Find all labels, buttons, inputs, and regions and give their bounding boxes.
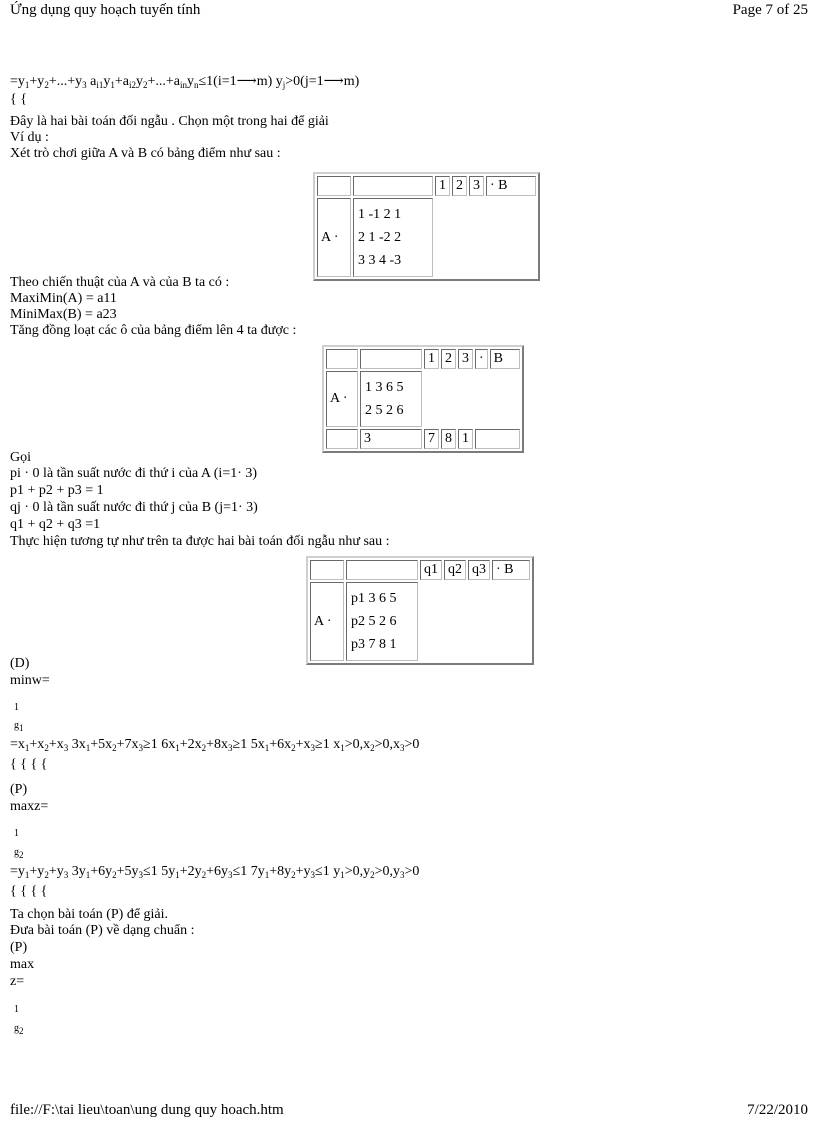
problem-label-p: (P) <box>10 782 28 797</box>
row-label: A · <box>326 371 358 427</box>
table-cell: · <box>475 349 488 369</box>
objective-z: z= <box>10 974 25 989</box>
text-line: p1 + p2 + p3 = 1 <box>10 483 104 498</box>
text-line: Ta chọn bài toán (P) để giải. <box>10 907 169 922</box>
table-cell: 2 <box>441 349 456 369</box>
table-row <box>317 198 536 277</box>
table-cell: 8 <box>441 429 456 449</box>
formula-dual-constraints: $=y_1+y_2+...+y_3$ $a_{i1}y_1+a_{i2}y_2+...+a_{in}y_n\le 1(i=1⟶m)$ $y_j>0(j=1⟶m)$ <box>10 74 360 90</box>
table-cell: B <box>490 349 520 369</box>
row-label: A · <box>310 582 344 661</box>
braces-line: { { { { <box>10 757 48 772</box>
table-cell: 1 <box>424 349 439 369</box>
matrix-row: 2 5 2 6 <box>365 403 404 418</box>
table-cell <box>346 560 418 580</box>
table-cell <box>353 176 433 196</box>
table-cell: q2 <box>444 560 466 580</box>
table-cell <box>475 429 520 449</box>
text-line: MaxiMin(A) = a11 <box>10 291 117 306</box>
text-line: Ví dụ : <box>10 130 49 145</box>
objective-maxz: maxz= <box>10 799 49 814</box>
matrix-row: 2 1 -2 2 <box>358 230 402 245</box>
table-cell <box>317 176 351 196</box>
text-line: Đây là hai bài toán đối ngẫu . Chọn một trong hai để giải <box>10 114 329 129</box>
problem-label-d: (D) <box>10 656 30 671</box>
braces-line: { { <box>10 92 27 107</box>
table-header-row <box>317 176 536 196</box>
payoff-table-1 <box>313 172 540 281</box>
fraction-denominator: $g_2$ <box>14 1023 24 1036</box>
matrix-cell <box>360 371 422 427</box>
braces-line: { { { { <box>10 884 48 899</box>
fraction-denominator: $g_1$ <box>14 720 24 733</box>
text-line: Tăng đồng loạt các ô của bảng điểm lên 4 ta được : <box>10 323 297 338</box>
text-line: Gọi <box>10 450 31 465</box>
text-line: q1 + q2 + q3 =1 <box>10 517 101 532</box>
fraction-numerator: 1 <box>14 1004 19 1015</box>
table-cell: 2 <box>452 176 467 196</box>
table-cell: q3 <box>468 560 490 580</box>
text-line: MiniMax(B) = a23 <box>10 307 117 322</box>
table-cell: 3 <box>469 176 484 196</box>
objective-max: max <box>10 957 35 972</box>
table-footer-row <box>326 429 520 449</box>
table-row <box>326 371 520 427</box>
text-line: Xét trò chơi giữa A và B có bảng điểm như sau : <box>10 146 281 161</box>
row-label: A · <box>317 198 351 277</box>
table-cell: 3 <box>458 349 473 369</box>
text-line: Đưa bài toán (P) về dạng chuẩn : <box>10 923 195 938</box>
table-cell: 3 <box>360 429 422 449</box>
footer-date: 7/22/2010 <box>747 1102 808 1118</box>
empty-area <box>435 198 536 277</box>
table-cell <box>326 349 358 369</box>
matrix-cell <box>346 582 418 661</box>
fraction-denominator: $g_2$ <box>14 847 24 860</box>
problem-label-p: (P) <box>10 940 28 955</box>
empty-area <box>420 582 530 661</box>
table-cell: · B <box>492 560 530 580</box>
table-cell: 1 <box>458 429 473 449</box>
table-header-row <box>310 560 530 580</box>
header-page-number: Page 7 of 25 <box>732 2 808 18</box>
table-cell: · B <box>486 176 536 196</box>
table-cell: 7 <box>424 429 439 449</box>
matrix-row: p3 7 8 1 <box>351 637 397 652</box>
footer-file-path: file://F:\tai lieu\toan\ung dung quy hoach.htm <box>10 1102 284 1118</box>
fraction-numerator: 1 <box>14 702 19 713</box>
header-title: Ứng dụng quy hoạch tuyến tính <box>10 2 201 18</box>
table-cell: q1 <box>420 560 442 580</box>
formula-d-constraints: $=x_1+x_2+x_3$ $3x_1+5x_2+7x_3\ge 1$ $6x_1+2x_2+8x_3\ge 1$ $5x_1+6x_2+x_3\ge 1$ $x_1>0,x_2>0,x_3>0$ <box>10 737 420 753</box>
objective-minw: minw= <box>10 673 50 688</box>
empty-area <box>424 371 520 427</box>
matrix-row: p1 3 6 5 <box>351 591 397 606</box>
matrix-cell <box>353 198 433 277</box>
matrix-row: 1 -1 2 1 <box>358 207 402 222</box>
table-cell <box>326 429 358 449</box>
matrix-row: 1 3 6 5 <box>365 380 404 395</box>
payoff-table-2 <box>322 345 524 453</box>
matrix-row: 3 3 4 -3 <box>358 253 402 268</box>
text-line: Theo chiến thuật của A và của B ta có : <box>10 275 230 290</box>
text-line: pi · 0 là tần suất nước đi thứ i của A (i=1· 3) <box>10 466 258 481</box>
table-header-row <box>326 349 520 369</box>
table-cell: 1 <box>435 176 450 196</box>
table-cell <box>360 349 422 369</box>
table-cell <box>310 560 344 580</box>
text-line: Thực hiện tương tự như trên ta được hai bài toán đối ngẫu như sau : <box>10 534 390 549</box>
table-row <box>310 582 530 661</box>
formula-p-constraints: $=y_1+y_2+y_3$ $3y_1+6y_2+5y_3\le 1$ $5y_1+2y_2+6y_3\le 1$ $7y_1+8y_2+y_3\le 1$ $y_1>0,y_2>0,y_3>0$ <box>10 864 420 880</box>
text-line: qj · 0 là tần suất nước đi thứ j của B (j=1· 3) <box>10 500 258 515</box>
matrix-row: p2 5 2 6 <box>351 614 397 629</box>
payoff-table-3 <box>306 556 534 665</box>
fraction-numerator: 1 <box>14 828 19 839</box>
